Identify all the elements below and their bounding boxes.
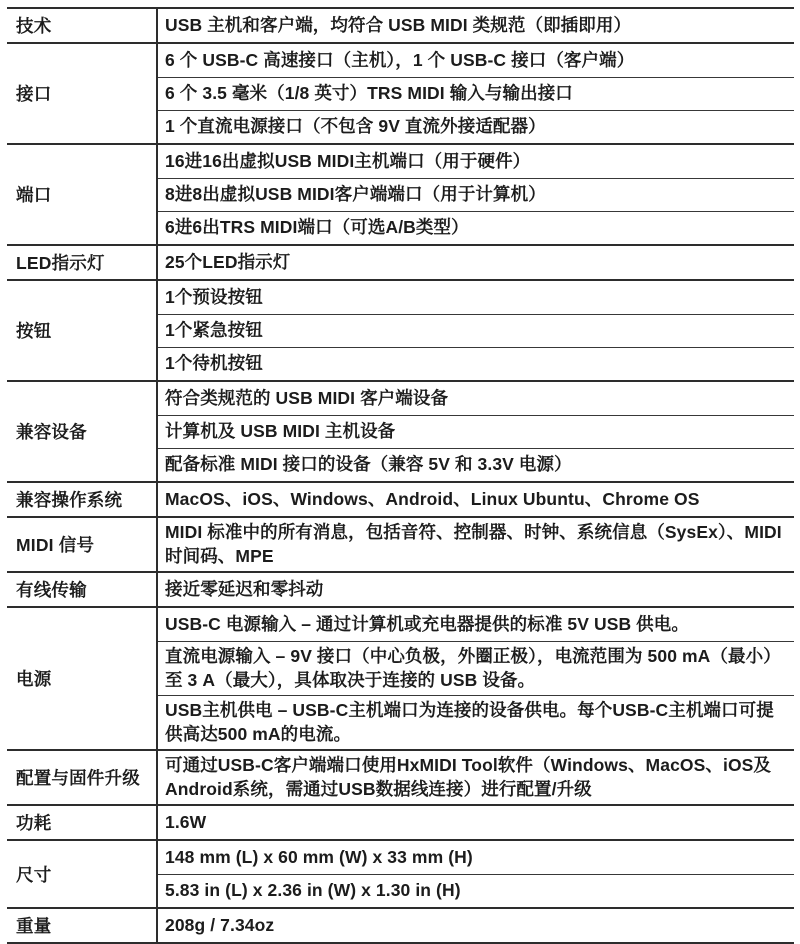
spec-value: MIDI 标准中的所有消息，包括音符、控制器、时钟、系统信息（SysEx）、MIDI 时间码、MPE: [165, 522, 782, 566]
spec-value: 6 个 3.5 毫米（1/8 英寸）TRS MIDI 输入与输出接口: [158, 77, 794, 110]
spec-value: 配备标准 MIDI 接口的设备（兼容 5V 和 3.3V 电源）: [158, 448, 794, 481]
spec-value: 符合类规范的 USB MIDI 客户端设备: [165, 387, 449, 408]
spec-value: 208g / 7.34oz: [165, 914, 275, 935]
spec-value: 接近零延迟和零抖动: [165, 578, 324, 599]
spec-value: 25个LED指示灯: [165, 251, 291, 272]
section-config-firmware-upgrade: [7, 749, 794, 804]
spec-label: 兼容操作系统: [7, 483, 158, 516]
section-led-indicators: [7, 244, 794, 279]
section-weight: [7, 907, 794, 942]
section-compatible-devices: [7, 380, 794, 481]
spec-value: 1个紧急按钮: [158, 314, 794, 347]
spec-values: [158, 909, 794, 942]
spec-label: 接口: [7, 44, 158, 143]
spec-value: USB-C 电源输入 – 通过计算机或充电器提供的标准 5V USB 供电。: [165, 613, 689, 634]
spec-values: [158, 483, 794, 516]
spec-values: [158, 246, 794, 279]
spec-value: MacOS、iOS、Windows、Android、Linux Ubuntu、Chrome OS: [165, 488, 700, 509]
spec-label: 技术: [7, 9, 158, 42]
section-dimensions: [7, 839, 794, 907]
spec-values: [158, 9, 794, 42]
spec-table: [7, 7, 794, 944]
section-technology: [7, 9, 794, 42]
spec-value: USB 主机和客户端，均符合 USB MIDI 类规范（即插即用）: [165, 14, 632, 35]
spec-value: 1个待机按钮: [158, 347, 794, 380]
spec-label: 兼容设备: [7, 382, 158, 481]
spec-value: 5.83 in (L) x 2.36 in (W) x 1.30 in (H): [158, 874, 794, 907]
spec-values: [158, 145, 794, 244]
spec-label: 配置与固件升级: [7, 751, 158, 804]
spec-value: 可通过USB-C客户端端口使用HxMIDI Tool软件（Windows、MacOS、iOS及Android系统，需通过USB数据线连接）进行配置/升级: [165, 755, 772, 799]
spec-label: 电源: [7, 608, 158, 749]
spec-value: 计算机及 USB MIDI 主机设备: [158, 415, 794, 448]
section-interfaces: [7, 42, 794, 143]
spec-label: 有线传输: [7, 573, 158, 606]
spec-label: 按钮: [7, 281, 158, 380]
spec-value: 6进6出TRS MIDI端口（可选A/B类型）: [158, 211, 794, 244]
spec-label: 功耗: [7, 806, 158, 839]
spec-label: MIDI 信号: [7, 518, 158, 571]
spec-value: 1 个直流电源接口（不包含 9V 直流外接适配器）: [158, 110, 794, 143]
spec-label: 尺寸: [7, 841, 158, 907]
spec-label: LED指示灯: [7, 246, 158, 279]
spec-label: 端口: [7, 145, 158, 244]
section-compatible-os: [7, 481, 794, 516]
spec-values: [158, 608, 794, 749]
spec-values: [158, 382, 794, 481]
spec-value: 148 mm (L) x 60 mm (W) x 33 mm (H): [165, 846, 473, 867]
spec-value: USB主机供电 – USB-C主机端口为连接的设备供电。每个USB-C主机端口可提供高达500 mA的电流。: [158, 695, 794, 749]
spec-values: [158, 806, 794, 839]
spec-values: [158, 573, 794, 606]
section-midi-signals: [7, 516, 794, 571]
section-power-consumption: [7, 804, 794, 839]
section-power: [7, 606, 794, 749]
spec-values: [158, 281, 794, 380]
spec-values: [158, 751, 794, 804]
spec-values: [158, 518, 794, 571]
spec-value: 直流电源输入 – 9V 接口（中心负极，外圈正极），电流范围为 500 mA（最小）至 3 A（最大），具体取决于连接的 USB 设备。: [158, 641, 794, 695]
spec-values: [158, 841, 794, 907]
section-buttons: [7, 279, 794, 380]
spec-label: 重量: [7, 909, 158, 942]
section-ports: [7, 143, 794, 244]
section-wired-transmission: [7, 571, 794, 606]
spec-values: [158, 44, 794, 143]
spec-value: 1个预设按钮: [165, 286, 263, 307]
spec-value: 8进8出虚拟USB MIDI客户端端口（用于计算机）: [158, 178, 794, 211]
spec-value: 16进16出虚拟USB MIDI主机端口（用于硬件）: [165, 150, 531, 171]
spec-value: 6 个 USB-C 高速接口（主机），1 个 USB-C 接口（客户端）: [165, 49, 635, 70]
spec-value: 1.6W: [165, 811, 207, 832]
